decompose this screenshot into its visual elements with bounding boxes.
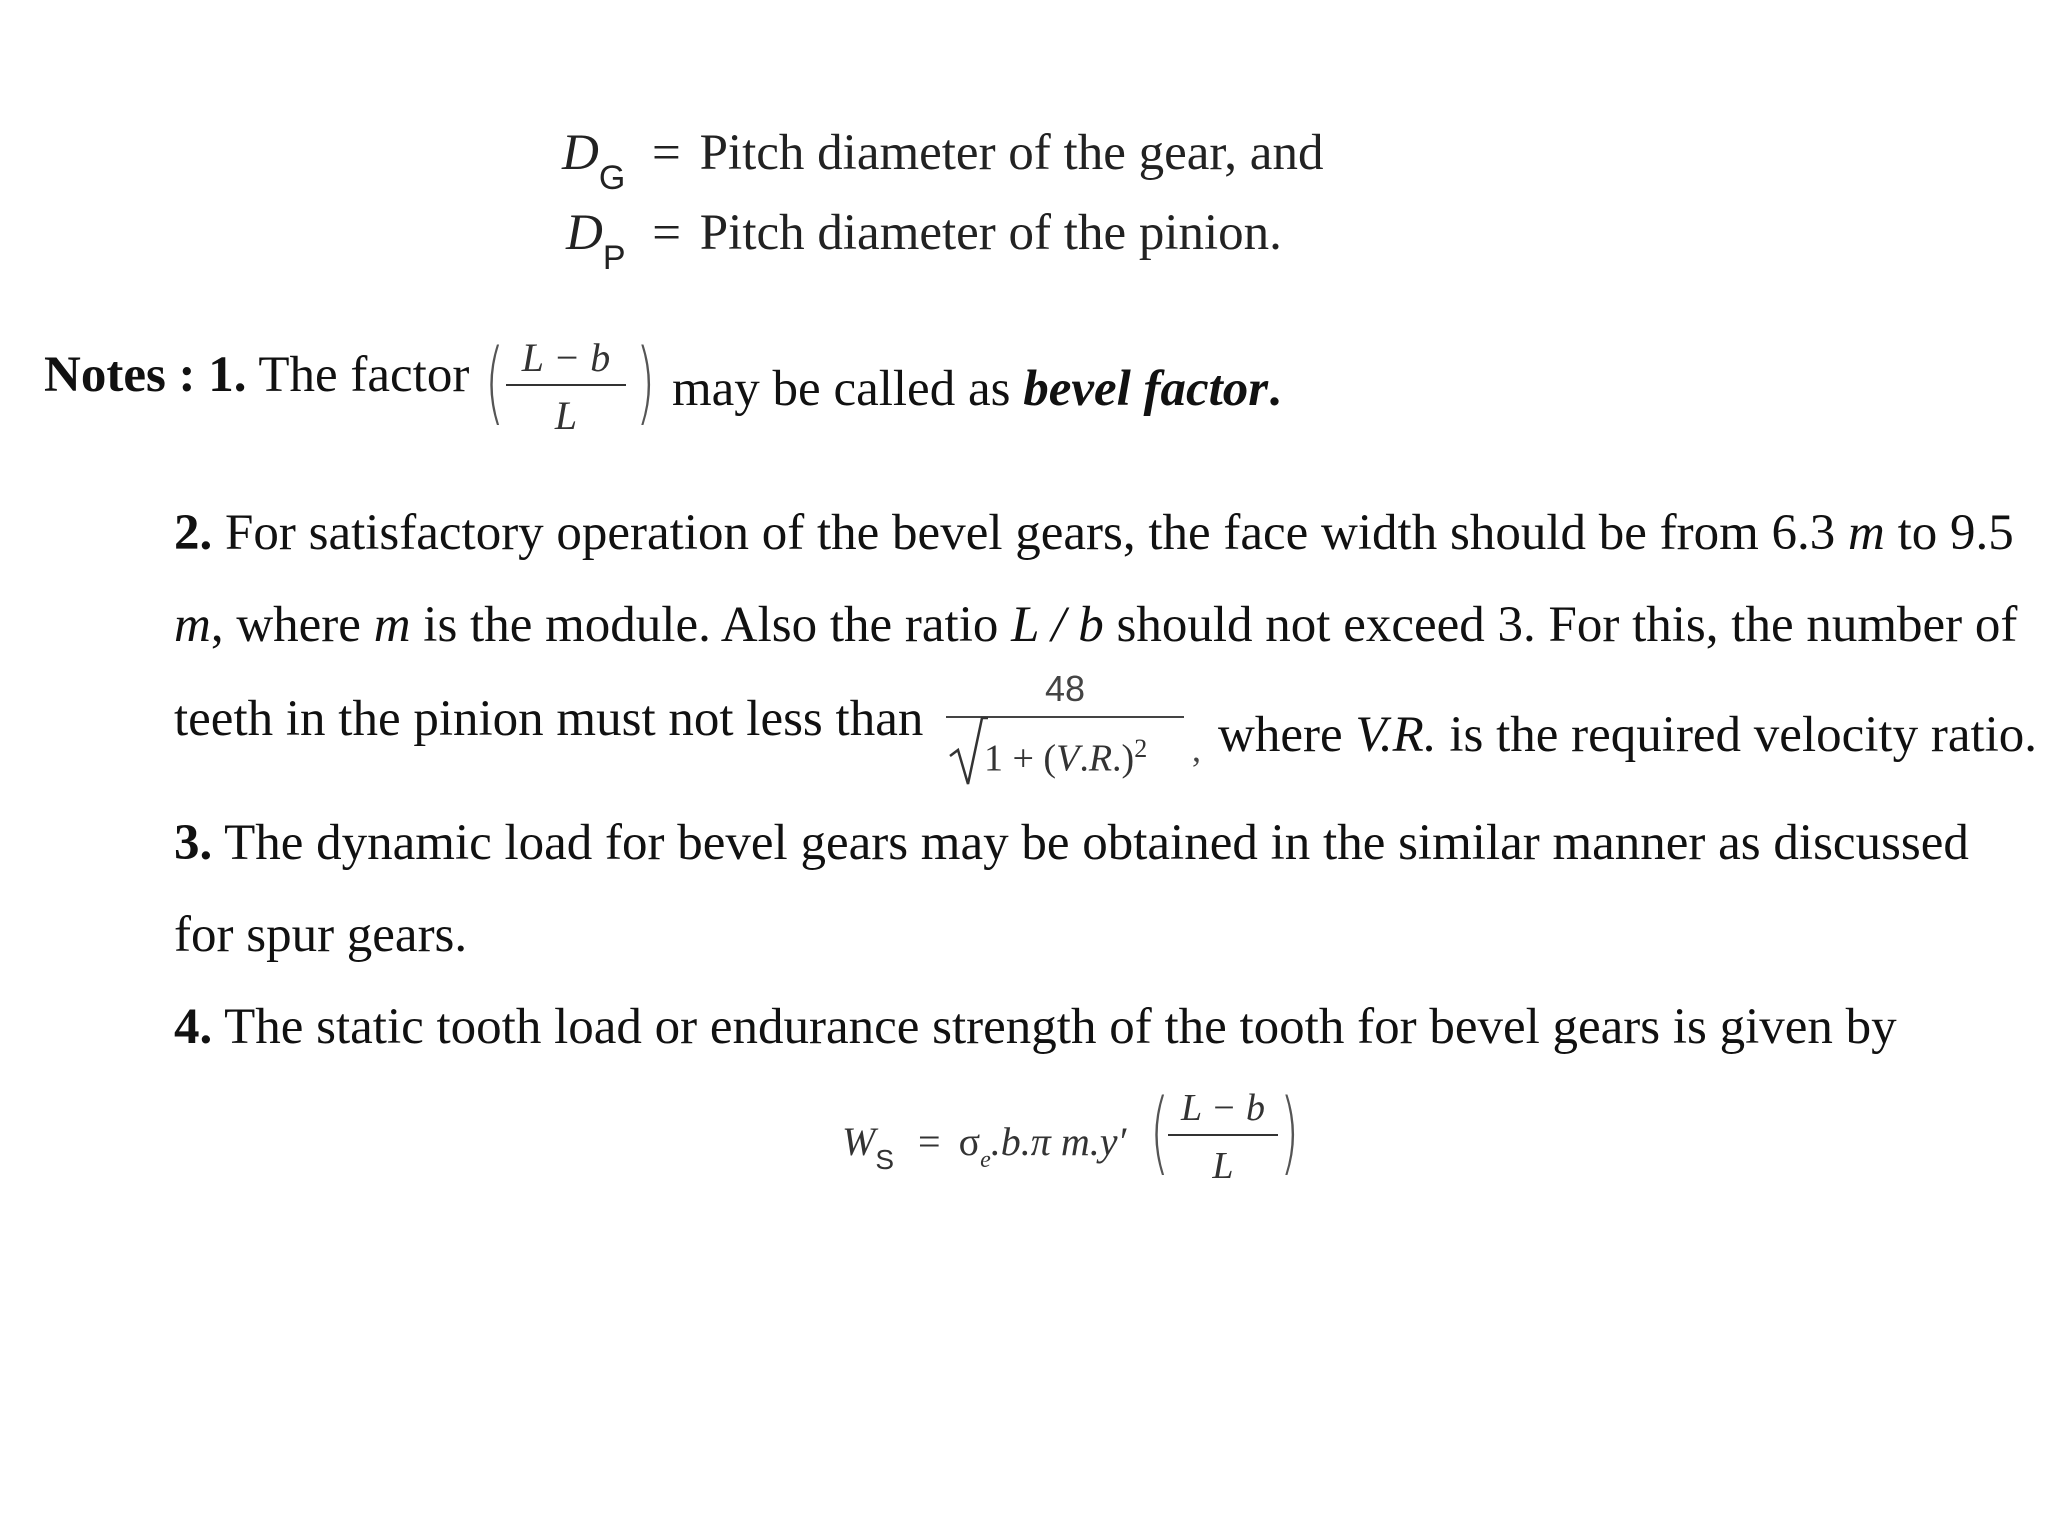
min-teeth-fraction xyxy=(946,668,1184,788)
formula-right-paren: ) xyxy=(1279,1080,1300,1185)
note-3-line-1 xyxy=(174,815,1969,871)
note-1-right-paren: ) xyxy=(635,330,656,435)
formula-fraction-bar xyxy=(1168,1134,1278,1136)
formula-sigma: σ xyxy=(958,1119,981,1164)
note-2-ratio: L / b xyxy=(1011,597,1104,653)
pinion-definition-text: Pitch diameter of the pinion. xyxy=(699,205,1282,261)
denominator-r: R xyxy=(1088,737,1113,780)
denominator-dot: . xyxy=(1079,737,1089,780)
formula-w-subscript: S xyxy=(875,1144,895,1175)
note-3-text: The dynamic load for bevel gears may be obtained in the similar manner as discussed xyxy=(224,815,1969,871)
bevel-factor-fraction xyxy=(506,330,626,440)
note-1-period: . xyxy=(1268,361,1281,417)
note-1-left-paren: ( xyxy=(484,330,505,435)
note-1-text-before: The factor xyxy=(258,347,470,403)
note-2-line-3-end xyxy=(1218,707,2038,763)
fraction-comma: , xyxy=(1192,729,1201,769)
min-teeth-numerator: 48 xyxy=(1044,668,1086,709)
note-1-prefix xyxy=(44,347,470,403)
pinion-equals: = xyxy=(652,205,682,261)
formula-left-paren: ( xyxy=(1149,1080,1170,1185)
formula-fraction-denominator: L xyxy=(1212,1145,1234,1187)
note-4-line-1 xyxy=(174,999,1897,1055)
gear-definition-text: Pitch diameter of the gear, and xyxy=(699,125,1324,181)
note-2-line-2-end: should not exceed 3. For this, the number of xyxy=(1116,597,2018,653)
note-2-line-1-end: to 9.5 xyxy=(1897,505,2014,561)
note-4-number: 4. xyxy=(174,999,213,1055)
note-2-line-3-rest: is the required velocity ratio. xyxy=(1449,707,2038,763)
note-2-line-3-text: teeth in the pinion must not less than xyxy=(174,691,924,747)
formula-equals: = xyxy=(918,1119,941,1164)
pinion-diameter-symbol: $D_P$ xyxy=(566,205,626,277)
note-2-line-2 xyxy=(174,597,2018,653)
note-4-text: The static tooth load or endurance strength of the tooth for bevel gears is given by xyxy=(224,999,1897,1055)
denominator-exponent: 2 xyxy=(1134,734,1148,763)
formula-w: W xyxy=(842,1119,876,1164)
notes-heading: Notes : xyxy=(44,347,196,403)
definition-gear xyxy=(562,125,1324,197)
note-2-module-symbol: m xyxy=(1848,505,1885,561)
formula-fraction-numerator: L − b xyxy=(1180,1087,1266,1129)
velocity-ratio-symbol: V.R. xyxy=(1355,707,1437,763)
note-2-number: 2. xyxy=(174,505,213,561)
bevel-factor-term: bevel factor xyxy=(1023,361,1269,417)
bevel-factor-bar xyxy=(506,384,626,386)
note-2-line-2-text: is the module. Also the ratio xyxy=(423,597,999,653)
denominator-v: V xyxy=(1056,737,1080,780)
formula-sigma-subscript: e xyxy=(980,1147,991,1173)
static-load-formula-lhs xyxy=(842,1118,1127,1175)
formula-bevel-fraction xyxy=(1168,1082,1278,1192)
note-1-suffix xyxy=(672,361,1281,417)
note-2-line-2-module: m xyxy=(174,597,211,653)
denominator-close: .) xyxy=(1112,737,1135,780)
denominator-one-plus: 1 + ( xyxy=(984,737,1057,780)
note-3-line-2 xyxy=(174,907,468,963)
sqrt-symbol-icon xyxy=(948,714,988,788)
note-3-number: 3. xyxy=(174,815,213,871)
note-1-text-after: may be called as xyxy=(672,361,1011,417)
note-2-line-3-where: where xyxy=(1218,707,1343,763)
note-2-line-1 xyxy=(174,505,2014,561)
min-teeth-denominator xyxy=(984,734,1184,781)
note-3-text-2: for spur gears. xyxy=(174,907,468,963)
bevel-factor-numerator: L − b xyxy=(521,335,611,380)
note-2-line-1-text: For satisfactory operation of the bevel gears, the face width should be from 6.3 xyxy=(225,505,1836,561)
note-2-line-2-module-2: m xyxy=(373,597,411,653)
definition-pinion xyxy=(566,205,1282,277)
gear-diameter-symbol: $D_G$ xyxy=(562,125,626,197)
bevel-factor-denominator: L xyxy=(554,393,578,438)
formula-m-y: m.y′ xyxy=(1060,1119,1127,1164)
note-2-line-3-start xyxy=(174,691,924,747)
note-2-line-2-where: , where xyxy=(210,597,361,653)
gear-equals: = xyxy=(652,125,681,181)
note-1-number: 1. xyxy=(208,347,247,403)
formula-b-pi: .b.π xyxy=(990,1119,1051,1164)
